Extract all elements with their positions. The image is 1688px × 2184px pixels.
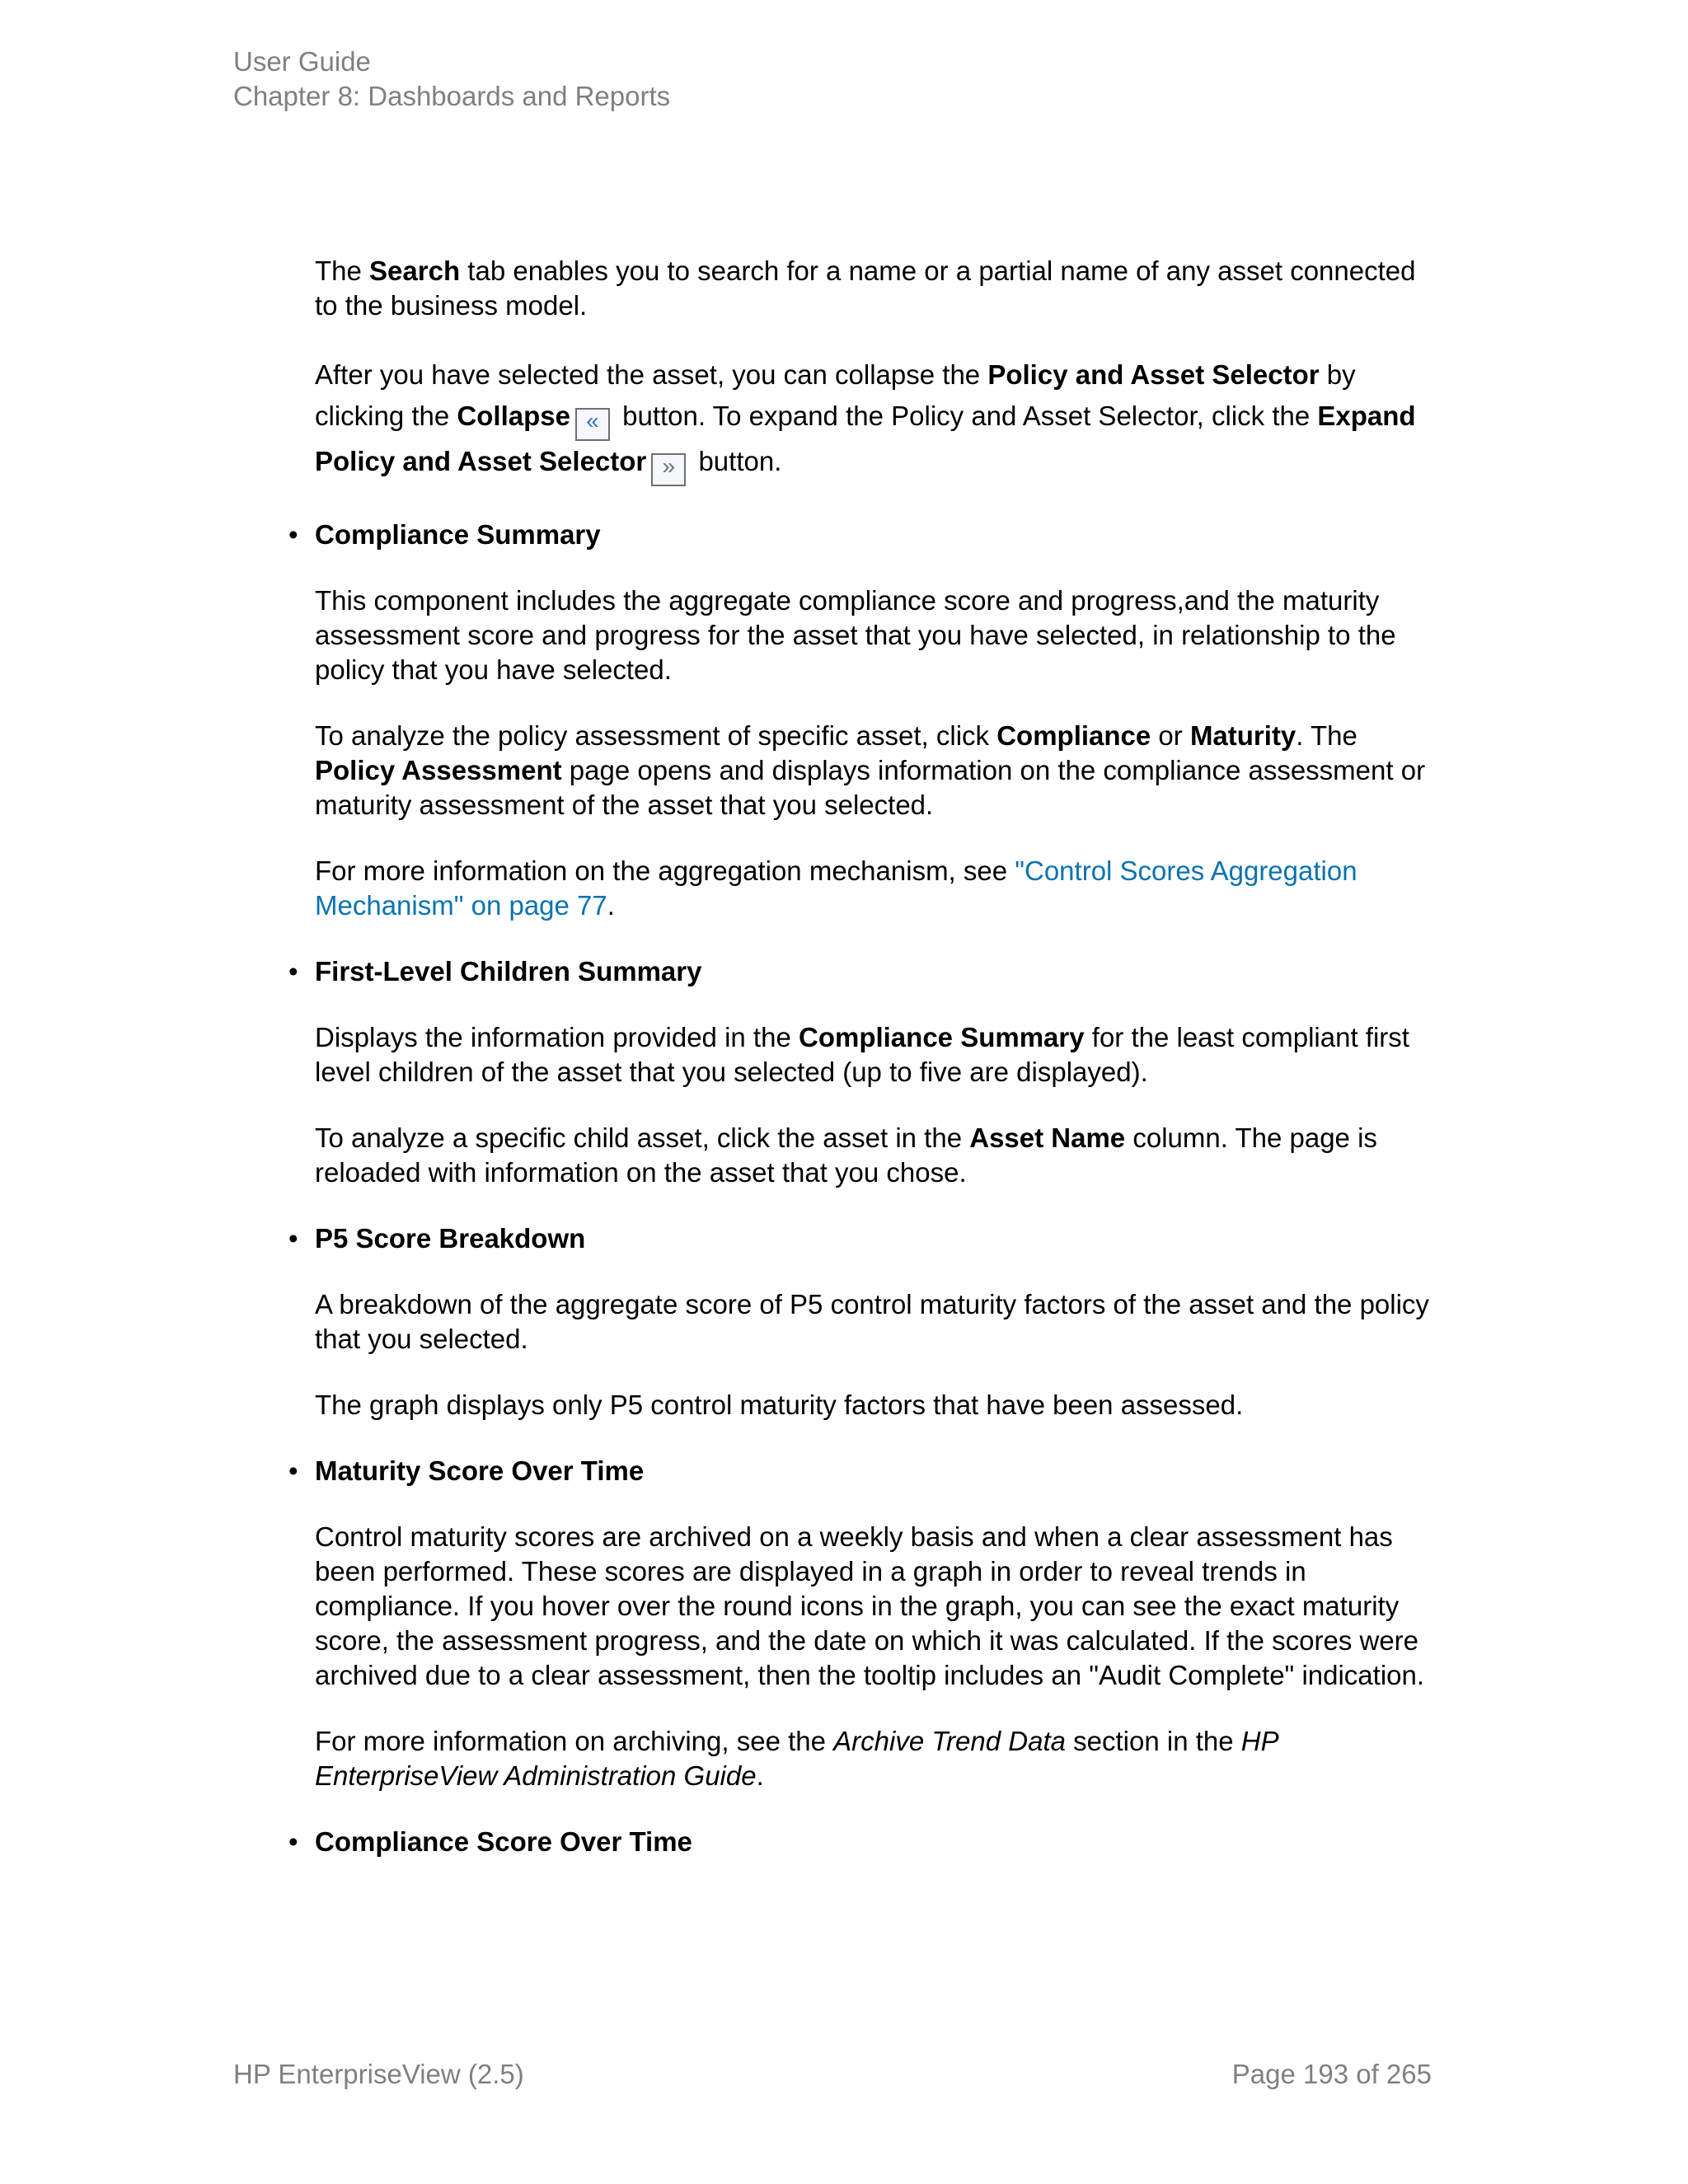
text: .	[607, 890, 615, 921]
page-footer	[233, 2057, 1432, 2092]
admin-guide-term: HP EnterpriseView Administration Guide	[315, 1726, 1278, 1791]
page-header	[233, 45, 670, 114]
children-summary-paragraph	[315, 1020, 1436, 1090]
asset-name-term: Asset Name	[969, 1122, 1126, 1153]
text: . The	[1296, 720, 1357, 751]
main-content	[288, 254, 1436, 1891]
bullet-maturity-score-over-time	[288, 1454, 1436, 1488]
bullet-title: Compliance Summary	[315, 519, 601, 550]
bullet-dot: •	[288, 956, 298, 987]
bullet-first-level-children	[288, 954, 1436, 989]
text: or	[1151, 720, 1190, 751]
maturity-term: Maturity	[1189, 720, 1296, 751]
collapse-icon: «	[575, 408, 610, 441]
text: page opens and displays information on the compliance assessment or maturity assessment of the asset that you selected.	[315, 755, 1426, 820]
text: To analyze the policy assessment of specific asset, click	[315, 720, 997, 751]
collapse-term: Collapse	[457, 401, 570, 431]
text: button. To expand the Policy and Asset Selector, click the	[614, 401, 1318, 431]
search-term: Search	[369, 255, 461, 286]
p5-breakdown-paragraph: A breakdown of the aggregate score of P5 control maturity factors of the asset and the policy that you selected.	[315, 1289, 1429, 1354]
bullet-title: Maturity Score Over Time	[315, 1455, 645, 1486]
policy-asset-selector-term: Policy and Asset Selector	[987, 359, 1320, 390]
text: tab enables you to search for a name or a partial name of any asset connected to the business model.	[315, 255, 1416, 321]
footer-page-number: Page 193 of 265	[1231, 2059, 1432, 2089]
text: by clicking the	[315, 359, 1356, 431]
text: for the least compliant first level children of the asset that you selected (up to five are displayed).	[315, 1022, 1409, 1087]
text: Displays the information provided in the	[315, 1022, 799, 1052]
text: After you have selected the asset, you can collapse the	[315, 359, 988, 390]
maturity-archive-paragraph: Control maturity scores are archived on a weekly basis and when a clear assessment has been performed. These scores are displayed in a graph in order to reveal trends in compliance. If you hover over the round icons in the graph, you can see the exact maturity score, the assessment progress, and the date on which it was calculated. If the scores were archived due to a clear assessment, then the tooltip includes an "Audit Complete" indication.	[315, 1521, 1425, 1690]
bullet-title: Compliance Score Over Time	[315, 1826, 692, 1857]
archiving-paragraph	[315, 1724, 1436, 1793]
compliance-summary-term: Compliance Summary	[798, 1022, 1085, 1052]
text: button.	[691, 446, 782, 476]
bullet-dot: •	[288, 1223, 298, 1254]
text: section in the	[1065, 1726, 1241, 1756]
child-asset-paragraph	[315, 1121, 1436, 1190]
expand-selector-term: Expand Policy and Asset Selector	[315, 401, 1416, 476]
p5-graph-paragraph: The graph displays only P5 control maturity factors that have been assessed.	[315, 1390, 1244, 1420]
aggregation-paragraph	[315, 854, 1436, 923]
footer-product: HP EnterpriseView (2.5)	[233, 2059, 524, 2089]
bullet-p5-score-breakdown	[288, 1221, 1436, 1256]
search-tab-paragraph	[315, 254, 1436, 323]
bullet-dot: •	[288, 1455, 298, 1486]
aggregation-link[interactable]: "Control Scores Aggregation Mechanism" on page 77	[315, 855, 1357, 921]
header-chapter-title: Chapter 8: Dashboards and Reports	[233, 81, 671, 111]
bullet-title: First-Level Children Summary	[315, 956, 702, 987]
bullet-compliance-summary	[288, 518, 1436, 552]
text: The	[315, 255, 370, 286]
compliance-term: Compliance	[996, 720, 1151, 751]
compliance-summary-paragraph: This component includes the aggregate compliance score and progress,and the maturity assessment score and progress for the asset that you have selected, in relationship to the policy that you have selected.	[315, 585, 1396, 685]
text: For more information on the aggregation mechanism, see	[315, 855, 1015, 886]
bullet-dot: •	[288, 519, 298, 550]
text: To analyze a specific child asset, click the asset in the	[315, 1122, 970, 1153]
header-guide-title: User Guide	[233, 46, 371, 77]
bullet-title: P5 Score Breakdown	[315, 1223, 586, 1254]
text: column. The page is reloaded with information on the asset that you chose.	[315, 1122, 1377, 1188]
text: .	[756, 1760, 764, 1791]
expand-icon: »	[651, 453, 686, 486]
text: For more information on archiving, see the	[315, 1726, 834, 1756]
selector-paragraph	[315, 354, 1436, 486]
archive-trend-data-term: Archive Trend Data	[833, 1726, 1066, 1756]
bullet-compliance-score-over-time	[288, 1825, 1436, 1859]
policy-assessment-term: Policy Assessment	[315, 755, 562, 785]
bullet-dot: •	[288, 1826, 298, 1857]
policy-assessment-paragraph	[315, 719, 1436, 823]
